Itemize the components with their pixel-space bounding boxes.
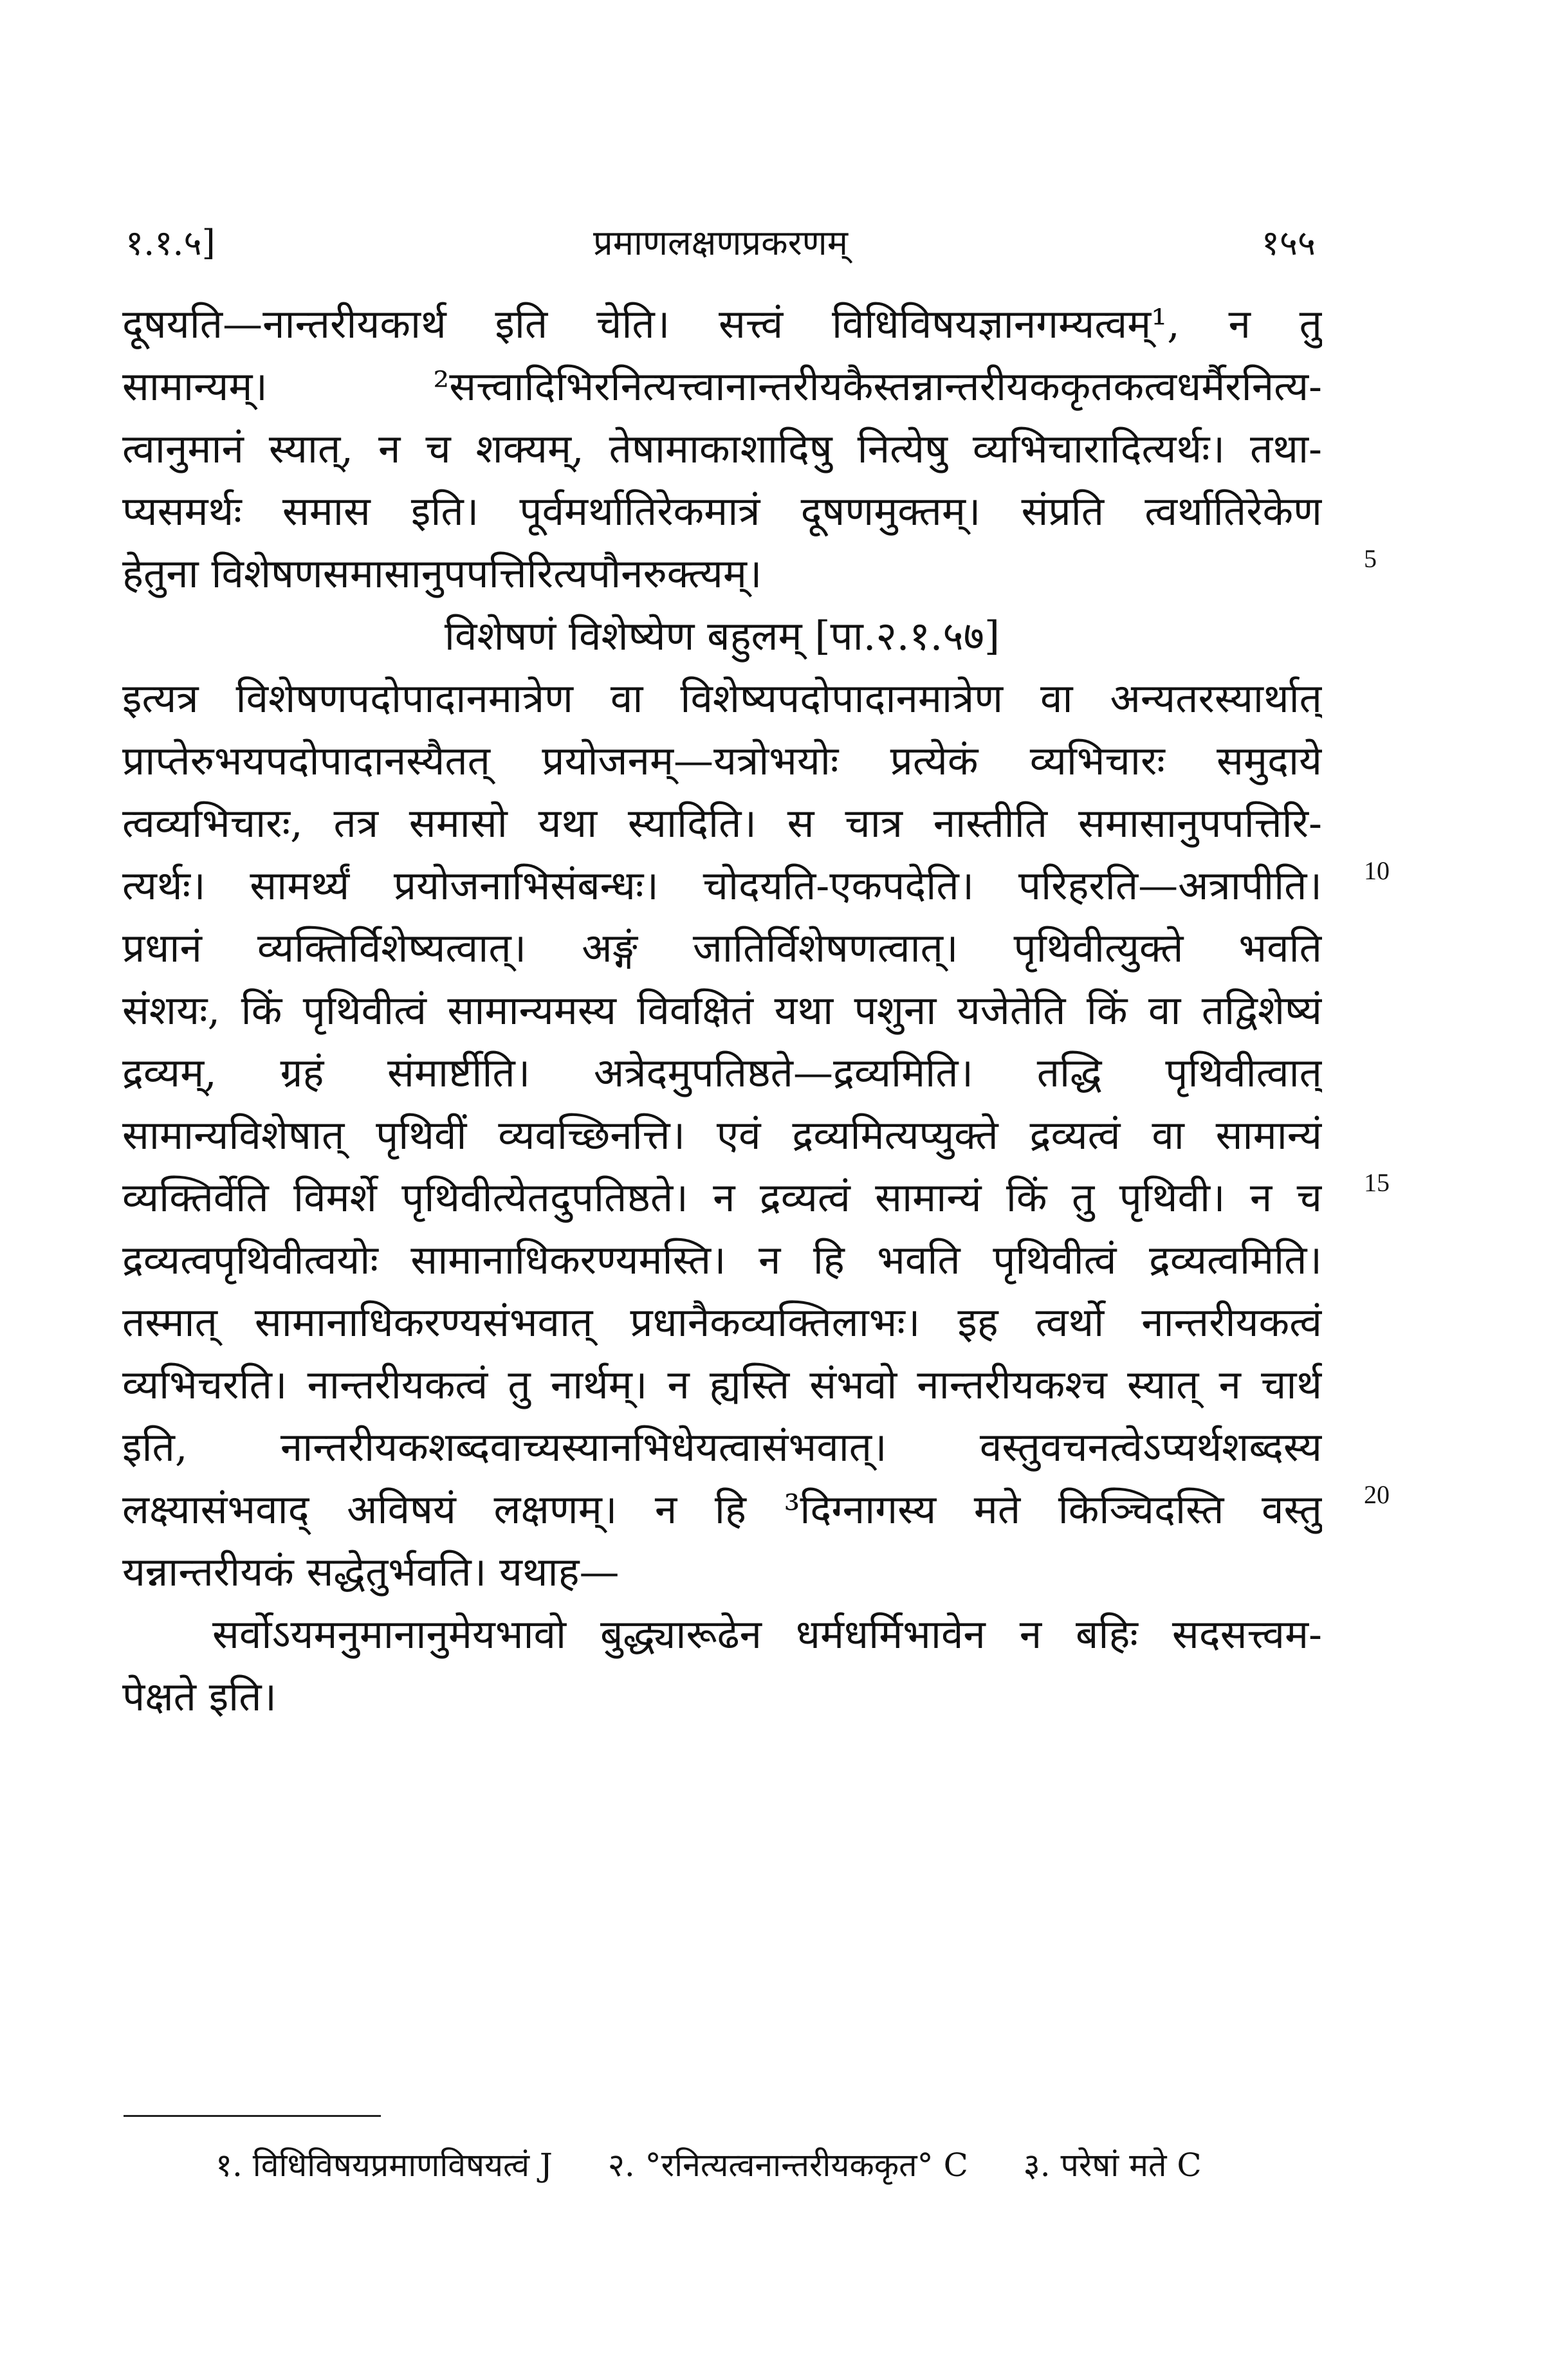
text-line: त्वानुमानं स्यात्, न च शक्यम्, तेषामाकाशादिषु नित्येषु व्यभिचारादित्यर्थः। तथा-: [122, 425, 1322, 472]
quotation-line: पेक्षते इति।: [122, 1673, 277, 1720]
text-line: दूषयति—नान्तरीयकार्थ इति चेति। सत्त्वं विधिविषयज्ञानगम्यत्वम्¹, न तु: [122, 300, 1322, 347]
sutra-heading: विशेषणं विशेष्येण बहुलम् [पा.२.१.५७]: [444, 612, 1000, 659]
line-number: 20: [1364, 1480, 1390, 1509]
text-line: त्वव्यभिचारः, तत्र समासो यथा स्यादिति। स चात्र नास्तीति समासानुपपत्तिरि-: [122, 800, 1322, 847]
footnote: २. °रनित्यत्वनान्तरीयककृत° C: [607, 2147, 968, 2184]
text-line: प्यसमर्थः समास इति। पूर्वमर्थातिरेकमात्रं दूषणमुक्तम्। संप्रति त्वर्थातिरेकेण: [122, 488, 1322, 535]
text-line: तस्मात् सामानाधिकरण्यसंभवात् प्रधानैकव्यक्तिलाभः। इह त्वर्थो नान्तरीयकत्वं: [122, 1299, 1322, 1346]
text-line: सामान्यविशेषात् पृथिवीं व्यवच्छिनत्ति। एवं द्रव्यमित्यप्युक्ते द्रव्यत्वं वा सामान्यं: [122, 1112, 1322, 1158]
text-line: द्रव्यत्वपृथिवीत्वयोः सामानाधिकरण्यमस्ति। न हि भवति पृथिवीत्वं द्रव्यत्वमिति।: [122, 1236, 1322, 1283]
quotation-line: सर्वोऽयमनुमानानुमेयभावो बुद्ध्यारूढेन धर्मधर्मिभावेन न बहिः सदसत्त्वम-: [212, 1611, 1322, 1658]
text-line: लक्ष्यासंभवाद् अविषयं लक्षणम्। न हि ³दिग्नागस्य मते किञ्चिदस्ति वस्तु: [122, 1486, 1322, 1533]
line-number: 5: [1364, 544, 1377, 573]
text-line: व्यक्तिर्वेति विमर्शे पृथिवीत्येतदुपतिष्ठते। न द्रव्यत्वं सामान्यं किं तु पृथिवी। न च: [122, 1174, 1322, 1221]
text-line: प्रधानं व्यक्तिर्विशेष्यत्वात्। अङ्गं जातिर्विशेषणत्वात्। पृथिवीत्युक्ते भवति: [122, 924, 1322, 971]
line-number: 15: [1364, 1168, 1390, 1197]
chapter-title: प्रमाणलक्षणप्रकरणम्: [593, 223, 849, 263]
text-line: इत्यत्र विशेषणपदोपादानमात्रेण वा विशेष्यपदोपादानमात्रेण वा अन्यतरस्यार्थात्: [122, 675, 1322, 722]
text-line: प्राप्तेरुभयपदोपादानस्यैतत् प्रयोजनम्—यत्रोभयोः प्रत्येकं व्यभिचारः समुदाये: [122, 737, 1322, 784]
text-line: द्रव्यम्, ग्रहं संमार्ष्टीति। अत्रेदमुपतिष्ठते—द्रव्यमिति। तद्धि पृथिवीत्वात्: [122, 1049, 1322, 1096]
section-number: १.१.५]: [125, 223, 216, 263]
text-line: इति, नान्तरीयकशब्दवाच्यस्यानभिधेयत्वासंभवात्। वस्तुवचनत्वेऽप्यर्थशब्दस्य: [122, 1423, 1322, 1470]
footnote: ३. परेषां मते C: [1023, 2147, 1202, 2184]
footnote: १. विधिविषयप्रमाणविषयत्वं J: [216, 2147, 553, 2184]
footnotes: [216, 2142, 1322, 2186]
text-line: व्यभिचरति। नान्तरीयकत्वं तु नार्थम्। न ह्यस्ति संभवो नान्तरीयकश्च स्यात् न चार्थ: [122, 1361, 1322, 1408]
page-number: १५५: [1261, 223, 1316, 263]
body-text: [122, 293, 1322, 1728]
text-line: संशयः, किं पृथिवीत्वं सामान्यमस्य विवक्षितं यथा पशुना यजेतेति किं वा तद्विशेष्यं: [122, 987, 1322, 1034]
running-header: [125, 217, 1316, 269]
line-number: 10: [1364, 856, 1390, 885]
text-line: त्यर्थः। सामर्थ्यं प्रयोजनाभिसंबन्धः। चोदयति-एकपदेति। परिहरति—अत्रापीति।: [122, 862, 1322, 909]
text-line: यन्नान्तरीयकं सद्धेतुर्भवति। यथाह—: [122, 1548, 620, 1595]
footnote-rule: [124, 2115, 381, 2117]
text-line: सामान्यम्। ²सत्त्वादिभिरनित्यत्त्वानान्तरीयकैस्तन्नान्तरीयककृतकत्वधर्मैरनित्य-: [122, 363, 1322, 410]
text-line: हेतुना विशेषणसमासानुपपत्तिरित्यपौनरुक्त्यम्।: [122, 550, 762, 597]
